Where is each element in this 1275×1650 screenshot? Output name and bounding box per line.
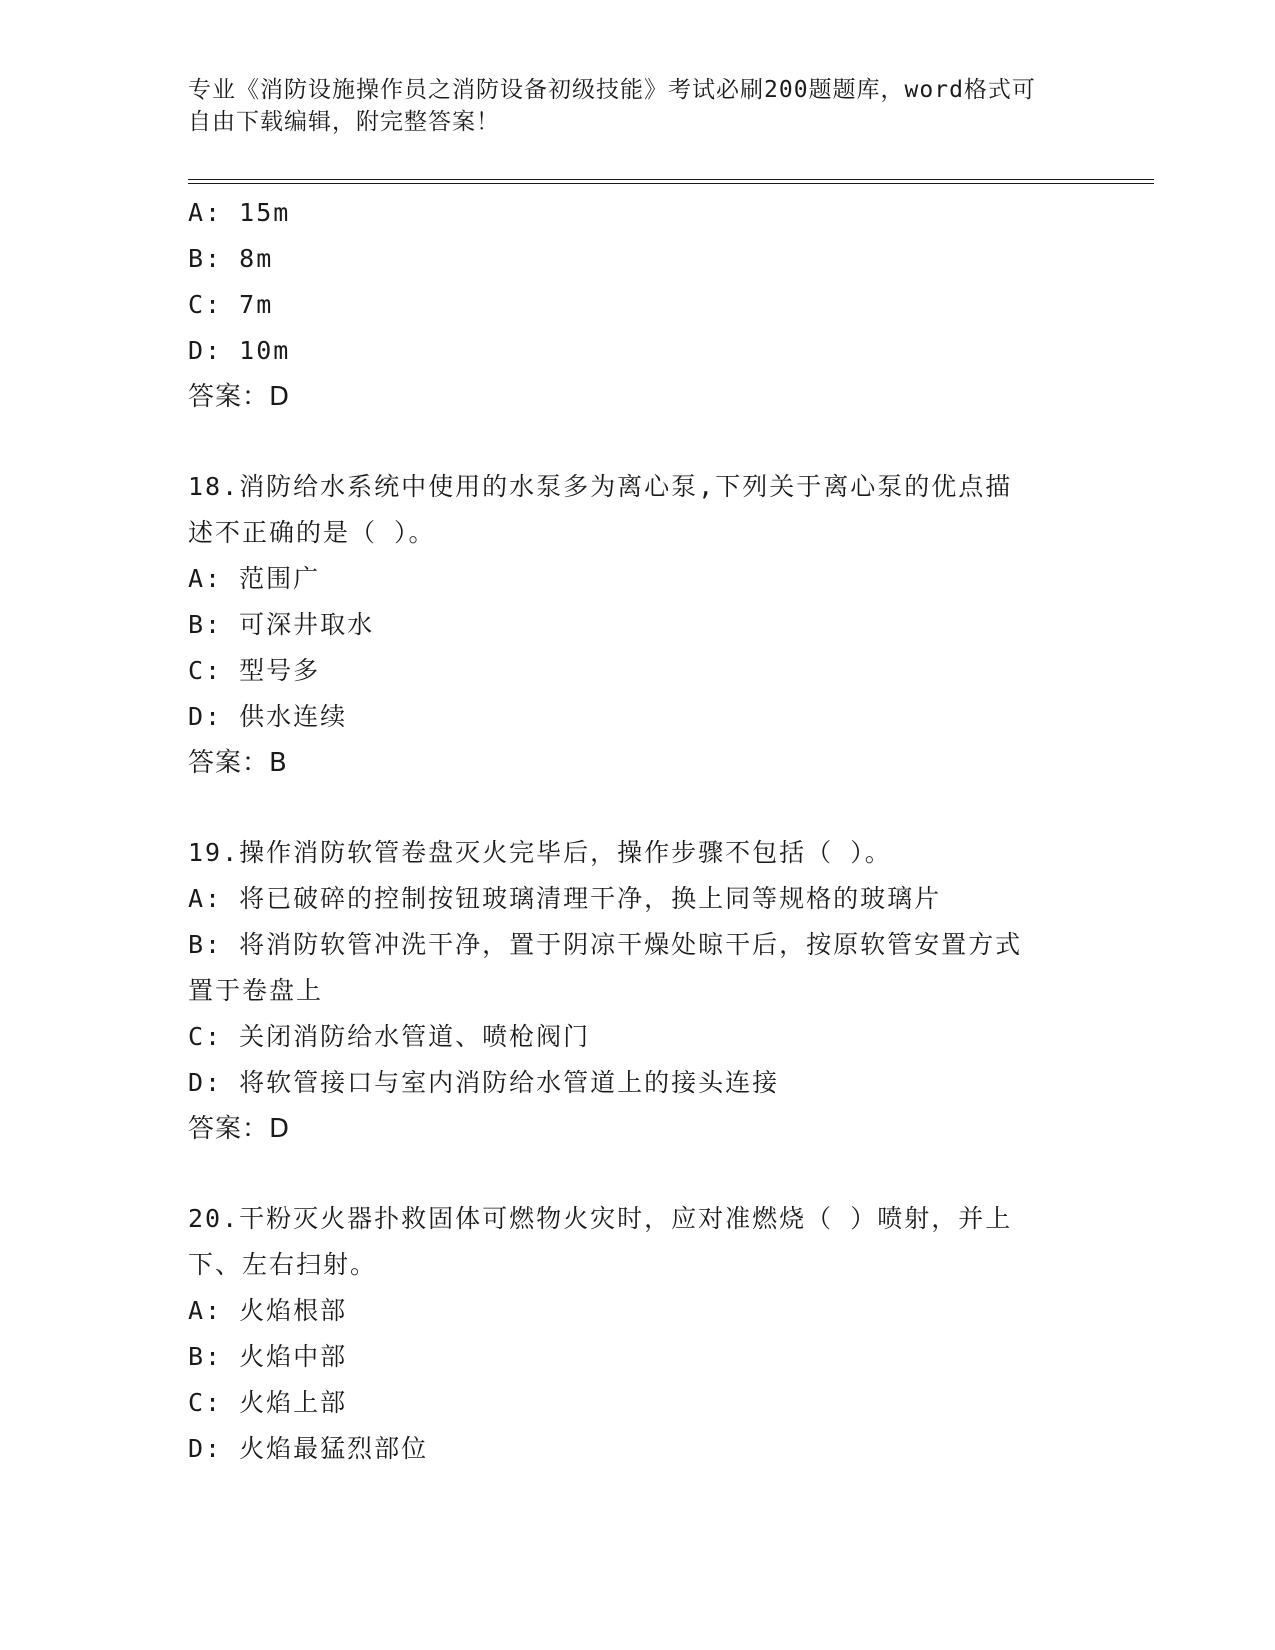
option-a: A: 将已破碎的控制按钮玻璃清理干净，换上同等规格的玻璃片 — [188, 884, 942, 913]
option-a: A: 火焰根部 — [188, 1296, 348, 1325]
option-b-continued: 置于卷盘上 — [188, 976, 324, 1005]
option-c: C: 型号多 — [188, 656, 321, 685]
spacer — [188, 420, 1088, 464]
spacer — [188, 786, 1088, 830]
header-divider-top — [188, 179, 1154, 180]
option-c: C: 7m — [188, 290, 274, 319]
option-b: B: 可深井取水 — [188, 610, 375, 639]
header-line-2: 自由下载编辑，附完整答案！ — [188, 109, 500, 135]
option-d: D: 10m — [188, 336, 291, 365]
question-text-line-2: 下、左右扫射。 — [188, 1250, 378, 1279]
option-b: B: 将消防软管冲洗干净，置于阴凉干燥处晾干后，按原软管安置方式 — [188, 930, 1023, 959]
option-c: C: 火焰上部 — [188, 1388, 348, 1417]
option-d: D: 将软管接口与室内消防给水管道上的接头连接 — [188, 1068, 780, 1097]
option-b: B: 8m — [188, 244, 274, 273]
question-text-line-1: 18.消防给水系统中使用的水泵多为离心泵,下列关于离心泵的优点描 — [188, 472, 1013, 501]
option-a: A: 范围广 — [188, 564, 321, 593]
option-d: D: 火焰最猛烈部位 — [188, 1434, 429, 1463]
spacer — [188, 1152, 1088, 1196]
question-text-line-1: 20.干粉灭火器扑救固体可燃物火灾时，应对准燃烧（ ）喷射，并上 — [188, 1204, 1013, 1233]
question-text-line-1: 19.操作消防软管卷盘灭火完毕后，操作步骤不包括（ ）。 — [188, 838, 892, 867]
answer-line: 答案：D — [188, 382, 291, 412]
option-d: D: 供水连续 — [188, 702, 348, 731]
option-a: A: 15m — [188, 198, 291, 227]
question-19 — [188, 830, 1088, 1152]
header-line-1: 专业《消防设施操作员之消防设备初级技能》考试必刷200题题库，word格式可 — [188, 77, 1036, 103]
question-17-partial — [188, 190, 1088, 420]
option-c: C: 关闭消防给水管道、喷枪阀门 — [188, 1022, 591, 1051]
answer-line: 答案：B — [188, 748, 288, 778]
question-list — [188, 190, 1088, 1472]
question-text-line-2: 述不正确的是（ ）。 — [188, 518, 436, 547]
question-20 — [188, 1196, 1088, 1472]
answer-line: 答案：D — [188, 1114, 291, 1144]
question-18 — [188, 464, 1088, 786]
document-header — [188, 74, 1068, 138]
option-b: B: 火焰中部 — [188, 1342, 348, 1371]
header-divider-bottom — [188, 183, 1154, 184]
